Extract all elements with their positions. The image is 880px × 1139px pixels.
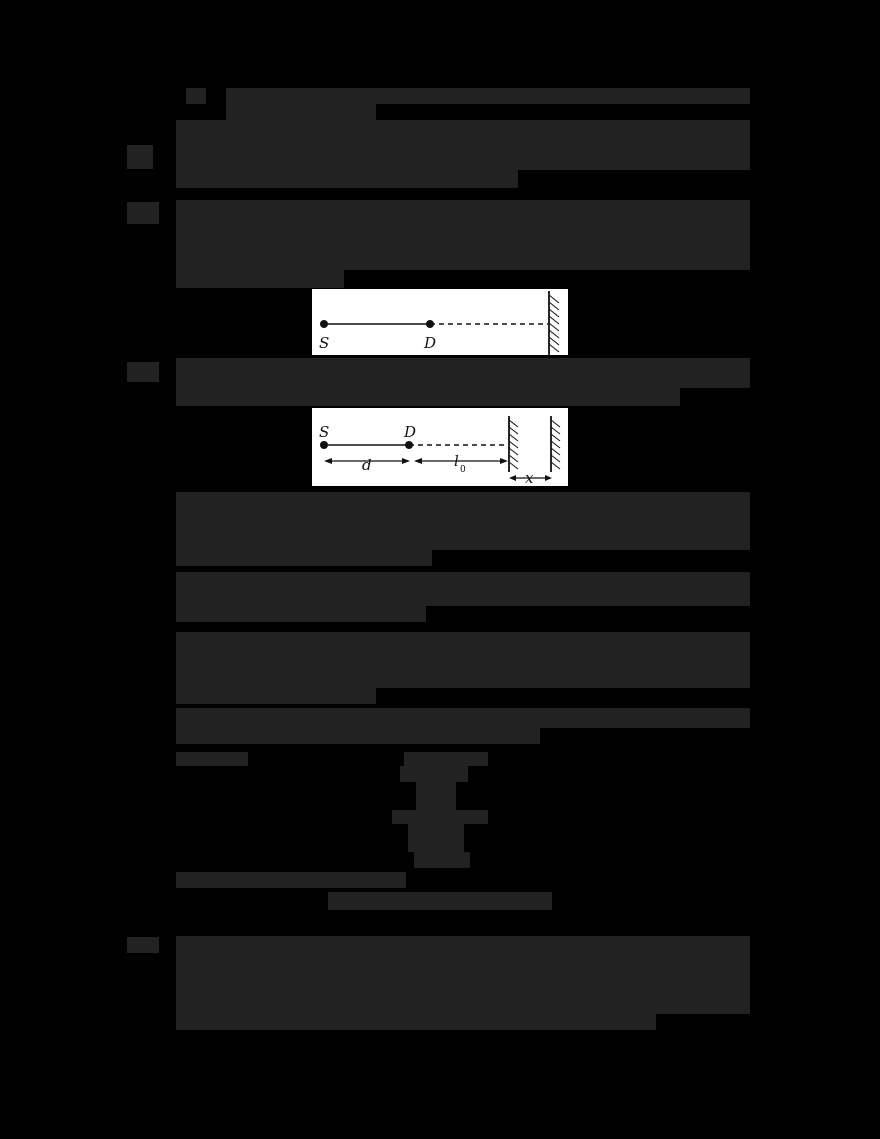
equation-line	[414, 852, 470, 868]
equation-line	[392, 810, 488, 824]
text-line	[226, 88, 750, 104]
detector-dot	[405, 441, 413, 449]
mirror-displaced	[551, 416, 560, 472]
text-line	[176, 606, 426, 622]
mirror-initial	[509, 416, 518, 472]
equation-line	[408, 824, 464, 852]
label-displacement-x: x	[525, 469, 534, 486]
text-line	[176, 170, 518, 188]
text-line	[176, 550, 432, 566]
label-detector: D	[404, 423, 417, 441]
source-dot	[320, 320, 328, 328]
text-paragraph	[176, 492, 750, 550]
source-dot	[320, 441, 328, 449]
label-source: S	[319, 423, 330, 441]
equation-line	[400, 766, 468, 782]
problem-number-marker	[186, 88, 206, 104]
text-line	[176, 872, 406, 888]
text-paragraph	[176, 358, 750, 388]
text-paragraph	[176, 572, 750, 606]
label-detector: D	[424, 334, 437, 352]
label-distance-d: d	[362, 456, 372, 474]
label-source: S	[319, 334, 330, 352]
text-line	[176, 708, 750, 728]
text-paragraph	[176, 632, 750, 688]
problem-number	[127, 362, 159, 382]
label-distance-l: l	[454, 452, 459, 470]
problem-number	[127, 202, 159, 224]
equation-line	[404, 752, 488, 766]
figure-source-detector-moving-mirror	[312, 408, 568, 486]
figure-source-detector-mirror	[312, 289, 568, 355]
text-line	[176, 752, 248, 766]
text-paragraph	[176, 120, 750, 170]
problem-number	[127, 937, 159, 953]
text-paragraph	[176, 936, 750, 1014]
dimension-arrow-l0	[414, 458, 508, 464]
problem-number	[127, 145, 153, 169]
equation-result	[328, 892, 552, 910]
text-line	[176, 688, 376, 704]
text-paragraph	[176, 200, 750, 270]
text-line	[176, 388, 680, 406]
mirror-wall	[549, 291, 559, 355]
text-line	[226, 104, 376, 120]
label-distance-l-subscript: 0	[460, 465, 466, 475]
text-line	[176, 1014, 656, 1030]
detector-dot	[426, 320, 434, 328]
text-line	[176, 728, 540, 744]
text-line	[176, 270, 344, 288]
